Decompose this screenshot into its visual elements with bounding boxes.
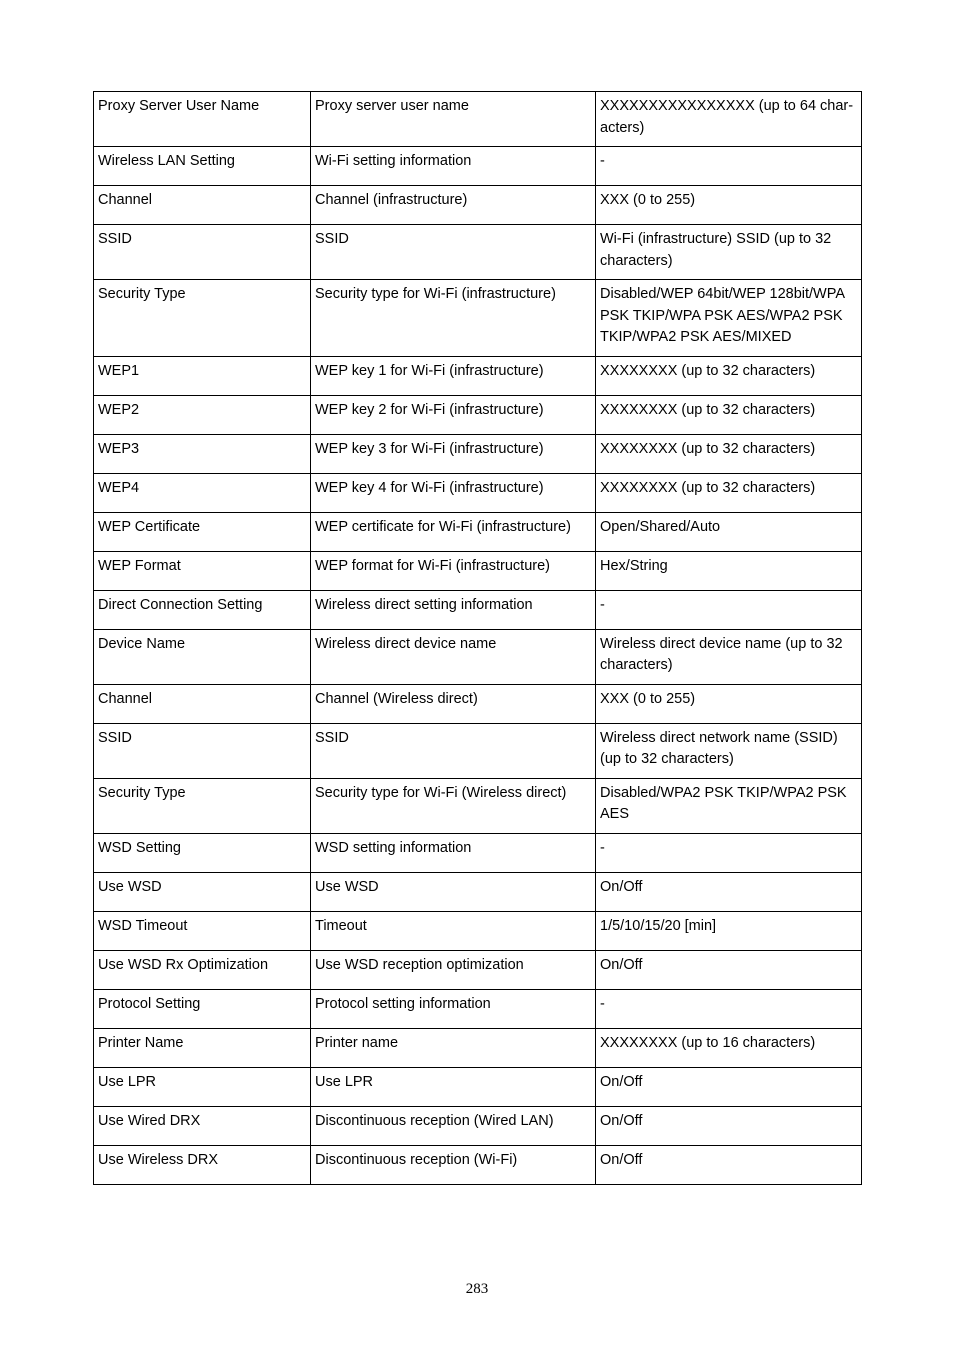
setting-item-text: WEP Certificate: [98, 518, 201, 535]
setting-item-text: WEP4: [98, 479, 140, 496]
setting-value-text: Wireless direct network name (SSID) (up to 32 characters): [600, 729, 838, 767]
setting-item-cell: [94, 434, 311, 473]
setting-value-cell: [596, 512, 862, 551]
setting-description-cell: [311, 551, 596, 590]
setting-value-text: Disabled/WEP 64bit/WEP 128bit/WPA PSK TKIP/WPA PSK AES/WPA2 PSK TKIP/WPA2 PSK AES/MIXED: [600, 286, 845, 345]
setting-description-cell: [311, 629, 596, 684]
table-row: [94, 629, 862, 684]
setting-description-cell: [311, 356, 596, 395]
table-row: [94, 1028, 862, 1067]
setting-description-text: Channel (Wireless direct): [315, 690, 478, 707]
setting-description-text: SSID: [315, 231, 349, 247]
setting-item-cell: [94, 512, 311, 551]
table-row: [94, 356, 862, 395]
setting-value-cell: [596, 473, 862, 512]
setting-value-cell: [596, 434, 862, 473]
setting-value-text: On/Off: [600, 1151, 643, 1168]
setting-description-text: Security type for Wi-Fi (infrastructure): [315, 286, 556, 302]
setting-description-cell: [311, 1028, 596, 1067]
setting-item-text: WSD Setting: [98, 839, 181, 856]
table-row: [94, 1145, 862, 1184]
setting-item-text: WEP3: [98, 440, 140, 457]
setting-item-text: Protocol Setting: [98, 995, 201, 1012]
setting-value-cell: [596, 684, 862, 723]
setting-value-text: Wi-Fi (infrastructure) SSID (up to 32 characters): [600, 231, 832, 269]
setting-description-text: Channel (infrastructure): [315, 192, 468, 208]
table-row: [94, 590, 862, 629]
setting-description-cell: [311, 989, 596, 1028]
table-row: [94, 434, 862, 473]
setting-description-text: Discontinuous reception (Wired LAN): [315, 1112, 554, 1129]
setting-value-cell: [596, 1067, 862, 1106]
setting-value-text: -: [600, 596, 605, 613]
setting-value-text: On/Off: [600, 956, 643, 973]
setting-value-cell: [596, 225, 862, 280]
setting-item-text: Use Wireless DRX: [98, 1151, 219, 1168]
setting-item-cell: [94, 356, 311, 395]
setting-item-text: Use WSD Rx Optimization: [98, 956, 269, 973]
setting-value-cell: [596, 911, 862, 950]
setting-value-cell: [596, 551, 862, 590]
setting-description-cell: [311, 280, 596, 357]
setting-description-cell: [311, 723, 596, 778]
setting-value-cell: [596, 1106, 862, 1145]
setting-description-text: Printer name: [315, 1034, 399, 1051]
setting-item-text: Channel: [98, 192, 153, 208]
setting-description-text: Discontinuous reception (Wi-Fi): [315, 1151, 518, 1168]
setting-description-text: Protocol setting information: [315, 995, 491, 1012]
setting-item-cell: [94, 629, 311, 684]
setting-description-cell: [311, 147, 596, 186]
setting-item-text: SSID: [98, 231, 132, 247]
setting-value-cell: [596, 147, 862, 186]
setting-value-text: 1/5/10/15/20 [min]: [600, 917, 717, 934]
setting-description-text: Use WSD: [315, 878, 379, 895]
setting-description-cell: [311, 395, 596, 434]
table-row: [94, 92, 862, 147]
setting-item-text: WEP Format: [98, 557, 181, 574]
setting-description-text: Wi-Fi setting information: [315, 153, 472, 169]
setting-description-text: Wireless direct setting information: [315, 596, 533, 613]
setting-description-cell: [311, 833, 596, 872]
setting-value-text: XXXXXXXX (up to 32 characters): [600, 479, 816, 496]
table-row: [94, 551, 862, 590]
table-row: [94, 280, 862, 357]
setting-description-cell: [311, 92, 596, 147]
table-row: [94, 833, 862, 872]
table-row: [94, 473, 862, 512]
setting-item-text: Use Wired DRX: [98, 1112, 201, 1129]
setting-value-text: On/Off: [600, 878, 643, 895]
setting-item-cell: [94, 778, 311, 833]
table-row: [94, 989, 862, 1028]
setting-value-text: XXXXXXXX (up to 32 characters): [600, 401, 816, 418]
setting-description-text: WEP key 2 for Wi-Fi (infrastructure): [315, 401, 544, 418]
table-row: [94, 778, 862, 833]
setting-description-cell: [311, 684, 596, 723]
setting-value-text: XXXXXXXX (up to 32 characters): [600, 440, 816, 457]
table-row: [94, 723, 862, 778]
setting-description-text: Use LPR: [315, 1073, 374, 1090]
setting-description-cell: [311, 1106, 596, 1145]
setting-description-text: WEP key 4 for Wi-Fi (infrastructure): [315, 479, 544, 496]
setting-description-text: WSD setting information: [315, 839, 472, 856]
setting-item-text: Security Type: [98, 784, 186, 801]
setting-item-cell: [94, 473, 311, 512]
setting-description-text: Use WSD reception optimization: [315, 956, 524, 973]
setting-item-cell: [94, 551, 311, 590]
setting-value-cell: [596, 872, 862, 911]
setting-value-text: Wireless direct device name (up to 32 characters): [600, 635, 843, 673]
table-row: [94, 186, 862, 225]
setting-description-text: Security type for Wi-Fi (Wireless direct): [315, 784, 567, 801]
setting-description-text: WEP format for Wi-Fi (infrastructure): [315, 557, 550, 574]
setting-value-cell: [596, 186, 862, 225]
setting-value-cell: [596, 989, 862, 1028]
setting-item-text: SSID: [98, 729, 132, 746]
table-row: [94, 950, 862, 989]
settings-table-body: [94, 92, 862, 1185]
setting-description-text: Wireless direct device name: [315, 635, 497, 652]
setting-value-text: XXXXXXXX (up to 16 characters): [600, 1034, 816, 1051]
setting-description-cell: [311, 950, 596, 989]
setting-item-cell: [94, 92, 311, 147]
page-number: 283: [465, 1281, 489, 1297]
setting-description-cell: [311, 1145, 596, 1184]
setting-value-cell: [596, 778, 862, 833]
settings-table: [93, 91, 862, 1185]
table-row: [94, 1067, 862, 1106]
setting-value-cell: [596, 280, 862, 357]
setting-item-cell: [94, 872, 311, 911]
setting-value-text: Disabled/WPA2 PSK TKIP/WPA2 PSK AES: [600, 784, 847, 822]
setting-value-text: XXXXXXXX (up to 32 characters): [600, 362, 816, 379]
setting-value-cell: [596, 590, 862, 629]
setting-item-cell: [94, 723, 311, 778]
setting-item-cell: [94, 186, 311, 225]
setting-description-cell: [311, 778, 596, 833]
setting-value-cell: [596, 395, 862, 434]
setting-description-cell: [311, 512, 596, 551]
setting-description-text: WEP key 3 for Wi-Fi (infrastructure): [315, 440, 544, 457]
setting-item-text: Direct Connection Setting: [98, 596, 263, 613]
setting-value-cell: [596, 833, 862, 872]
setting-value-cell: [596, 723, 862, 778]
setting-value-text: XXX (0 to 255): [600, 690, 696, 707]
setting-value-text: -: [600, 995, 605, 1012]
setting-item-cell: [94, 1106, 311, 1145]
setting-item-text: Proxy Server User Name: [98, 98, 260, 114]
setting-item-text: Channel: [98, 690, 153, 707]
table-row: [94, 395, 862, 434]
setting-description-text: SSID: [315, 729, 349, 746]
setting-description-cell: [311, 186, 596, 225]
setting-value-text: -: [600, 153, 605, 169]
setting-value-text: On/Off: [600, 1073, 643, 1090]
setting-item-text: WSD Timeout: [98, 917, 188, 934]
setting-item-cell: [94, 911, 311, 950]
setting-value-cell: [596, 629, 862, 684]
table-row: [94, 1106, 862, 1145]
setting-value-cell: [596, 1145, 862, 1184]
table-row: [94, 872, 862, 911]
setting-item-cell: [94, 395, 311, 434]
table-row: [94, 684, 862, 723]
setting-item-text: Wireless LAN Setting: [98, 153, 235, 169]
table-row: [94, 512, 862, 551]
setting-item-cell: [94, 1067, 311, 1106]
setting-item-text: Use LPR: [98, 1073, 157, 1090]
setting-item-cell: [94, 1028, 311, 1067]
setting-item-cell: [94, 1145, 311, 1184]
table-row: [94, 225, 862, 280]
setting-item-cell: [94, 684, 311, 723]
setting-description-cell: [311, 911, 596, 950]
setting-description-cell: [311, 434, 596, 473]
setting-value-cell: [596, 950, 862, 989]
setting-item-cell: [94, 147, 311, 186]
setting-item-text: Printer Name: [98, 1034, 184, 1051]
setting-description-cell: [311, 590, 596, 629]
table-row: [94, 911, 862, 950]
setting-item-text: Use WSD: [98, 878, 162, 895]
setting-description-text: Timeout: [315, 917, 367, 934]
setting-value-text: -: [600, 839, 605, 856]
setting-value-text: XXXXXXXXXXXXXXXX (up to 64 char-acters): [600, 98, 854, 136]
setting-description-text: Proxy server user name: [315, 98, 469, 114]
setting-value-cell: [596, 92, 862, 147]
setting-item-cell: [94, 989, 311, 1028]
setting-description-text: WEP certificate for Wi-Fi (infrastructure): [315, 518, 571, 535]
setting-value-text: On/Off: [600, 1112, 643, 1129]
setting-item-text: WEP2: [98, 401, 140, 418]
setting-item-text: Security Type: [98, 286, 186, 302]
setting-description-text: WEP key 1 for Wi-Fi (infrastructure): [315, 362, 544, 379]
setting-item-cell: [94, 590, 311, 629]
setting-item-text: Device Name: [98, 635, 186, 652]
setting-description-cell: [311, 1067, 596, 1106]
setting-description-cell: [311, 473, 596, 512]
setting-value-text: Open/Shared/Auto: [600, 518, 721, 535]
setting-item-cell: [94, 280, 311, 357]
table-row: [94, 147, 862, 186]
setting-description-cell: [311, 872, 596, 911]
setting-item-cell: [94, 225, 311, 280]
setting-value-text: XXX (0 to 255): [600, 192, 696, 208]
setting-value-cell: [596, 1028, 862, 1067]
setting-item-cell: [94, 833, 311, 872]
setting-value-cell: [596, 356, 862, 395]
setting-item-text: WEP1: [98, 362, 140, 379]
setting-description-cell: [311, 225, 596, 280]
setting-item-cell: [94, 950, 311, 989]
setting-value-text: Hex/String: [600, 557, 668, 574]
